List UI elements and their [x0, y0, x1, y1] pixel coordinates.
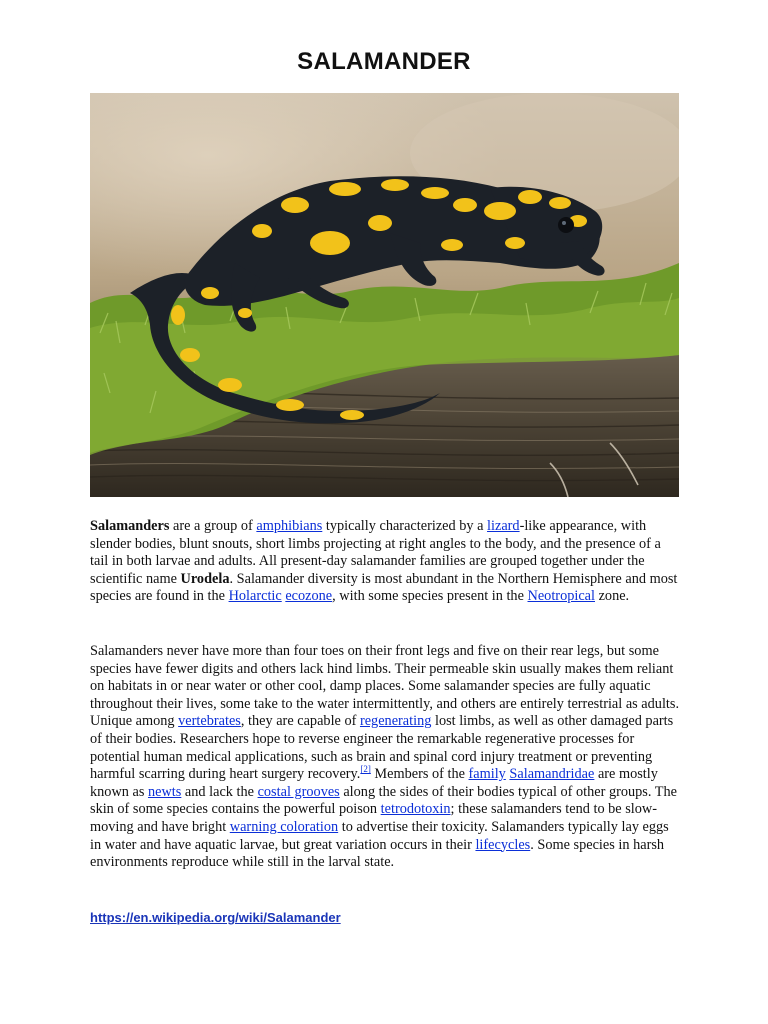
- citation-2[interactable]: [2]: [360, 764, 371, 775]
- link-salamandridae[interactable]: Salamandridae: [509, 766, 595, 783]
- link-amphibians[interactable]: amphibians: [256, 518, 323, 534]
- link-newts[interactable]: newts: [147, 783, 182, 800]
- link-warning-coloration[interactable]: warning coloration: [229, 818, 339, 835]
- link-lizard[interactable]: lizard: [487, 518, 520, 534]
- link-costal-grooves[interactable]: costal grooves: [257, 783, 340, 800]
- page-title: SALAMANDER: [297, 48, 471, 75]
- link-ecozone[interactable]: ecozone: [285, 588, 333, 605]
- link-tetrodotoxin[interactable]: tetrodotoxin: [380, 801, 451, 818]
- source-url-link[interactable]: https://en.wikipedia.org/wiki/Salamander: [90, 910, 341, 925]
- link-family[interactable]: family: [468, 766, 506, 783]
- link-neotropical[interactable]: Neotropical: [527, 588, 595, 605]
- salamander-photo: [90, 93, 679, 497]
- link-vertebrates[interactable]: vertebrates: [178, 713, 241, 730]
- term-urodela: Urodela: [180, 570, 230, 587]
- intro-paragraph: Salamanders are a group of amphibians typically characterized by a lizard-like appearance, with slender bodies, blunt snouts, short limbs projecting at right angles to the body, and the presence of a tail in both larvae and adults. All present-day salamander families are grouped together under the scientific name Urodela. Salamander diversity is most abundant in the Northern Hemisphere and most species are found in the Holarctic ecozone, with some species present in the Neotropical zone.: [90, 518, 678, 605]
- body-paragraph: Salamanders never have more than four toes on their front legs and five on their rear legs, but some species have fewer digits and others lack hind limbs. Their permeable skin usually makes them reliant on habitats in or near water or other cool, damp places. Some salamander species are fully aquatic throughout their lives, some take to the water intermittently, and others are entirely terrestrial as adults. Unique among vertebrates, they are capable of regenerating lost limbs, as well as other damaged parts of their bodies. Researchers hope to reverse engineer the remarkable regenerative processes for potential human medical applications, such as brain and spinal cord injury treatment or preventing harmful scarring during heart surgery recovery.[2] Members of the family Salamandridae are mostly known as newts and lack the costal grooves along the sides of their bodies typical of other groups. The skin of some species contains the powerful poison tetrodotoxin; these salamanders tend to be slow-moving and have bright warning coloration to advertise their toxicity. Salamanders typically lay eggs in water and have aquatic larvae, but great variation occurs in their lifecycles. Some species in harsh environments reproduce while still in the larval state.: [90, 643, 680, 871]
- link-holarctic[interactable]: Holarctic: [228, 588, 282, 605]
- link-regenerating[interactable]: regenerating: [359, 713, 432, 730]
- link-lifecycles[interactable]: lifecycles: [475, 836, 531, 853]
- term-salamanders: Salamanders: [90, 518, 170, 534]
